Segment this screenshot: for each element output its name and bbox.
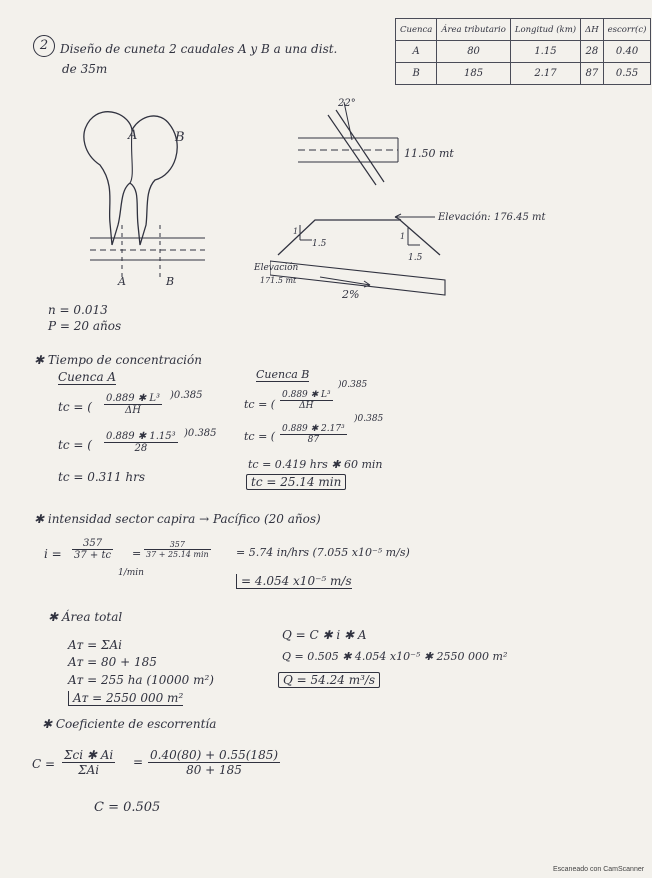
intensity-formula — [72, 538, 113, 561]
intensity-boxed-result: = 4.054 x10⁻⁵ m/s — [236, 574, 352, 589]
table-cell: 80 — [437, 41, 511, 63]
table-row — [396, 41, 651, 63]
runoff-formula-numerator: Σci ✱ Ai — [64, 748, 114, 762]
area-boxed-result: Aᴛ = 2550 000 m² — [68, 691, 183, 706]
flow-line1: Q = C ✱ i ✱ A — [282, 628, 367, 642]
basin-a-bottom-label: A — [118, 275, 126, 288]
runoff-title: ✱ Coeficiente de escorrentía — [42, 717, 217, 731]
problem-statement-line2: de 35m — [62, 62, 108, 76]
angle-label: 22° — [338, 98, 356, 109]
table-cell: 2.17 — [510, 63, 580, 85]
intensity-lhs: i = — [44, 547, 62, 561]
tc-section-title: ✱ Tiempo de concentración — [34, 353, 202, 367]
distance-label: 11.50 mt — [404, 147, 454, 160]
tc-a-formula — [104, 393, 162, 416]
runoff-result: C = 0.505 — [94, 800, 161, 815]
table-header-row — [396, 19, 651, 41]
tc-a-formula-numerator: 0.889 ✱ L³ — [106, 393, 161, 404]
area-line2: Aᴛ = 80 + 185 — [68, 655, 157, 669]
tc-a-sub — [104, 431, 178, 454]
tc-b-sub-numerator: 0.889 ✱ 2.17³ — [282, 424, 345, 434]
slope-right-label: 1.5 — [408, 253, 423, 263]
elevation-bottom-label-2: 171.5 mt — [260, 276, 297, 285]
slope-percent-label: 2% — [342, 288, 360, 301]
tc-a-sub-exp: )0.385 — [184, 428, 217, 439]
runoff-sub-numerator: 0.40(80) + 0.55(185) — [150, 748, 279, 762]
intensity-title: ✱ intensidad sector capira → Pacífico (20 años) — [34, 512, 321, 526]
basins-sketch — [60, 95, 210, 295]
intensity-sub-numerator: 357 — [144, 540, 211, 550]
flow-boxed-result: Q = 54.24 m³/s — [278, 672, 380, 688]
area-line3: Aᴛ = 255 ha (10000 m²) — [68, 673, 214, 687]
elevation-top-label: Elevación: 176.45 mt — [438, 212, 546, 223]
table-cell: A — [396, 41, 437, 63]
table-header-cell: escorr(c) — [603, 19, 651, 41]
table-cell: 185 — [437, 63, 511, 85]
flow-line2: Q = 0.505 ✱ 4.054 x10⁻⁵ ✱ 2550 000 m² — [282, 650, 508, 663]
table-cell: 0.40 — [603, 41, 651, 63]
intensity-formula-numerator: 357 — [72, 538, 113, 550]
intensity-unit: 1/min — [118, 568, 144, 578]
table-header-cell: Área tributario — [437, 19, 511, 41]
tc-b-sub — [280, 424, 347, 445]
intensity-sub-denominator: 37 + 25.14 min — [146, 550, 209, 559]
tc-b-formula-numerator: 0.889 ✱ L³ — [282, 390, 331, 400]
runoff-sub — [148, 748, 280, 777]
road-crossing-sketch — [298, 100, 408, 190]
basin-a-label: A — [128, 128, 138, 143]
problem-statement-line1: Diseño de cuneta 2 caudales A y B a una dist. — [60, 42, 338, 56]
cuenca-a-title: Cuenca A — [58, 370, 117, 384]
slope-left-label: 1.5 — [312, 239, 327, 249]
table-header-cell: ΔH — [581, 19, 604, 41]
tc-a-formula-denominator: ΔH — [125, 405, 141, 416]
basin-b-bottom-label: B — [166, 275, 175, 288]
basin-data-table — [395, 18, 651, 85]
tc-b-sub-denominator: 87 — [307, 435, 320, 445]
table-cell: 1.15 — [510, 41, 580, 63]
table-header-cell: Longitud (km) — [510, 19, 580, 41]
tc-b-formula-lhs: tc = ( — [244, 398, 276, 411]
manning-n: n = 0.013 — [48, 303, 108, 317]
table-cell: B — [396, 63, 437, 85]
tc-a-formula-exp: )0.385 — [170, 390, 203, 401]
intensity-eq: = — [132, 547, 142, 560]
table-cell: 28 — [581, 41, 604, 63]
tc-b-formula-denominator: ΔH — [299, 401, 314, 411]
tc-a-sub-denominator: 28 — [134, 443, 148, 454]
runoff-sub-denominator: 80 + 185 — [186, 763, 242, 777]
table-header-cell: Cuenca — [396, 19, 437, 41]
cuenca-b-title: Cuenca B — [256, 368, 310, 381]
tc-a-formula-lhs: tc = ( — [58, 400, 92, 414]
intensity-result: = 5.74 in/hrs (7.055 x10⁻⁵ m/s) — [236, 546, 410, 559]
intensity-formula-denominator: 37 + tc — [74, 550, 112, 561]
tc-b-result: tc = 25.14 min — [246, 474, 346, 490]
scanner-watermark: Escaneado con CamScanner — [553, 866, 645, 873]
tc-b-formula — [280, 390, 333, 411]
runoff-formula-denominator: ΣAi — [78, 763, 100, 777]
return-period: P = 20 años — [48, 319, 122, 333]
problem-number: 2 — [33, 35, 55, 57]
intensity-sub — [144, 540, 211, 559]
tc-b-formula-exp: )0.385 — [338, 380, 368, 390]
elevation-bottom-label-1: Elevación — [254, 263, 299, 273]
tc-a-result: tc = 0.311 hrs — [58, 470, 146, 484]
tc-b-sub-exp: )0.385 — [354, 414, 384, 424]
table-row — [396, 63, 651, 85]
basin-b-label: B — [175, 130, 185, 145]
table-cell: 87 — [581, 63, 604, 85]
tc-b-sub-lhs: tc = ( — [244, 430, 276, 443]
slope-left-v-label: 1 — [293, 227, 299, 236]
area-line1: Aᴛ = ΣAi — [68, 638, 122, 652]
runoff-lhs: C = — [32, 757, 56, 771]
channel-section-sketch — [270, 205, 460, 305]
tc-b-hours: tc = 0.419 hrs ✱ 60 min — [248, 458, 383, 471]
slope-right-v-label: 1 — [400, 232, 406, 241]
tc-a-sub-numerator: 0.889 ✱ 1.15³ — [106, 431, 176, 442]
runoff-eq: = — [133, 755, 144, 769]
table-cell: 0.55 — [603, 63, 651, 85]
tc-a-sub-lhs: tc = ( — [58, 438, 92, 452]
runoff-formula — [62, 748, 115, 777]
area-title: ✱ Área total — [48, 610, 123, 624]
